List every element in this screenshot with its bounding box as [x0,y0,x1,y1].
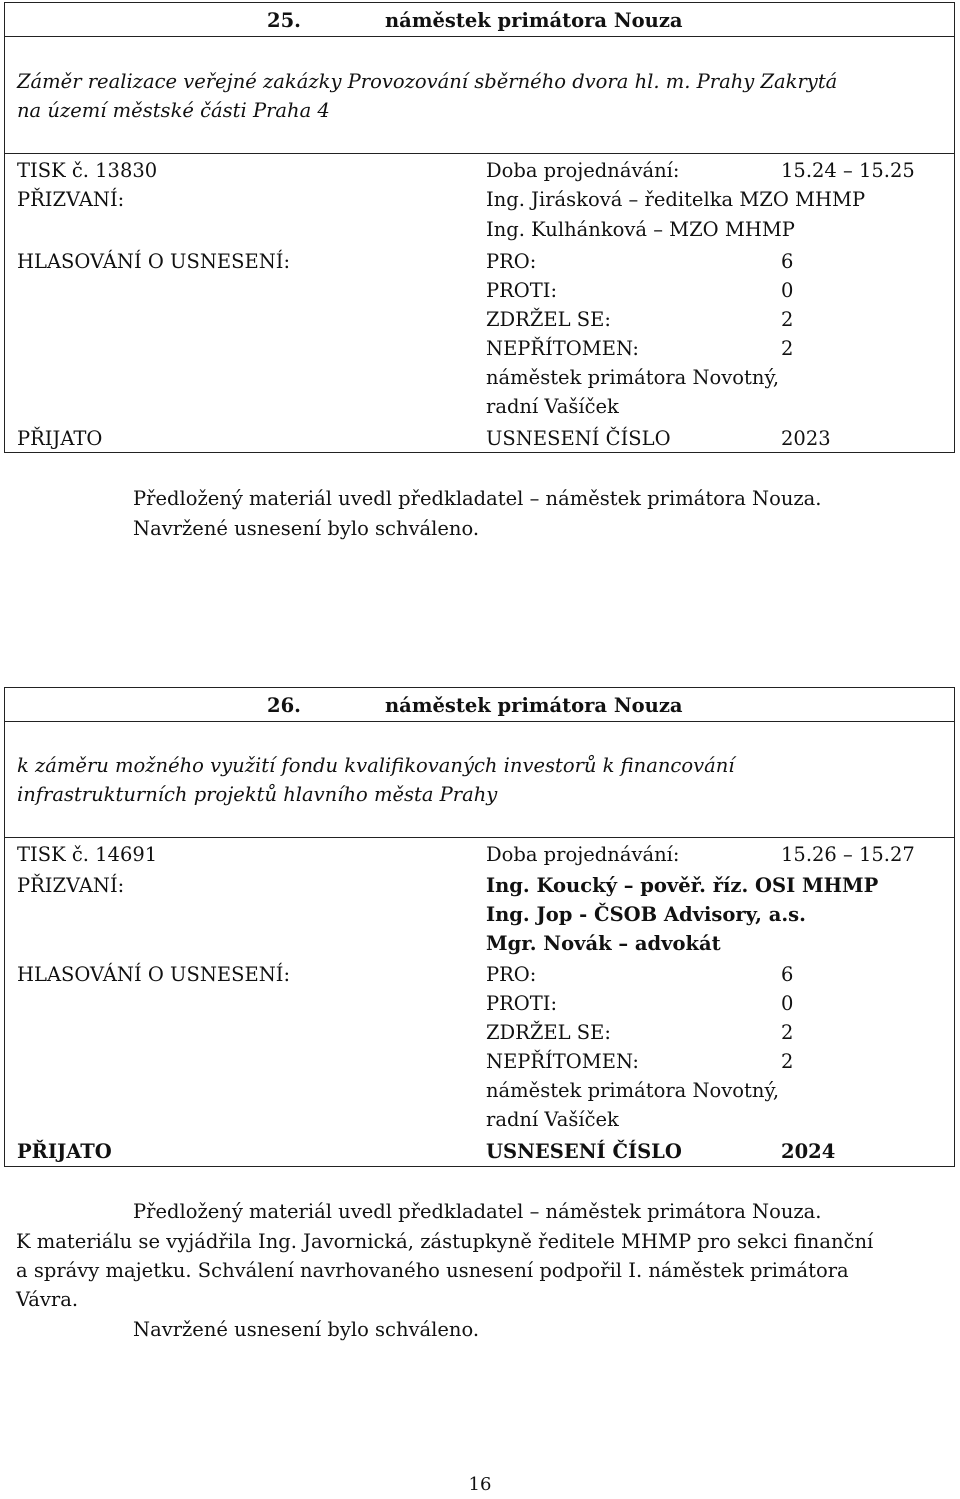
pro-value: 6 [781,963,794,986]
pro-value: 6 [781,250,794,273]
nepritomen-value: 2 [781,337,794,360]
nepritomen-label: NEPŘÍTOMEN: [486,337,639,360]
note-line: Vávra. [16,1288,79,1311]
usneseni-value: 2023 [781,427,831,450]
tisk-label: TISK č. 13830 [17,159,158,182]
absent-member: náměstek primátora Novotný, [486,366,780,389]
page-number: 16 [468,1474,492,1495]
item-number: 26. [267,694,301,717]
agenda-item-header [4,2,955,37]
proti-value: 0 [781,279,794,302]
note-line: K materiálu se vyjádřila Ing. Javornická, zástupkyně ředitele MHMP pro sekci finanční [16,1230,874,1253]
prizvani-label: PŘIZVANÍ: [17,188,125,211]
invitee: Ing. Kulhánková – MZO MHMP [486,218,795,241]
hlasovani-label: HLASOVÁNÍ O USNESENÍ: [17,963,291,986]
item-subject-box [4,721,955,838]
hlasovani-label: HLASOVÁNÍ O USNESENÍ: [17,250,291,273]
subject-line: na území městské části Praha 4 [17,99,330,122]
item-presenter: náměstek primátora Nouza [385,694,683,717]
pro-label: PRO: [486,250,537,273]
note-line: Předložený materiál uvedl předkladatel – náměstek primátora Nouza. [133,1200,822,1223]
absent-member: radní Vašíček [486,1108,619,1131]
item-details-box [4,837,955,1167]
note-line: Navržené usnesení bylo schváleno. [133,1318,480,1341]
agenda-item-header [4,687,955,722]
absent-member: radní Vašíček [486,395,619,418]
note-line: Navržené usnesení bylo schváleno. [133,517,480,540]
invitee: Ing. Koucký – pověř. říz. OSI MHMP [486,874,879,897]
prijato-label: PŘIJATO [17,427,103,450]
prijato-label: PŘIJATO [17,1140,112,1163]
invitee: Ing. Jirásková – ředitelka MZO MHMP [486,188,866,211]
zdrzel-label: ZDRŽEL SE: [486,1021,611,1044]
invitee: Mgr. Novák – advokát [486,932,721,955]
doba-label: Doba projednávání: [486,159,680,182]
item-details-box [4,153,955,453]
invitee: Ing. Jop - ČSOB Advisory, a.s. [486,903,806,926]
doba-value: 15.26 – 15.27 [781,843,915,866]
tisk-label: TISK č. 14691 [17,843,158,866]
prizvani-label: PŘIZVANÍ: [17,874,125,897]
zdrzel-value: 2 [781,1021,794,1044]
nepritomen-value: 2 [781,1050,794,1073]
subject-line: infrastrukturních projektů hlavního města Prahy [17,783,498,806]
proti-label: PROTI: [486,279,558,302]
proti-value: 0 [781,992,794,1015]
item-presenter: náměstek primátora Nouza [385,9,683,32]
pro-label: PRO: [486,963,537,986]
note-line: Předložený materiál uvedl předkladatel – náměstek primátora Nouza. [133,487,822,510]
subject-line: k záměru možného využití fondu kvalifikovaných investorů k financování [17,754,735,777]
nepritomen-label: NEPŘÍTOMEN: [486,1050,639,1073]
zdrzel-label: ZDRŽEL SE: [486,308,611,331]
usneseni-value: 2024 [781,1140,836,1163]
doba-value: 15.24 – 15.25 [781,159,915,182]
note-line: a správy majetku. Schválení navrhovaného usnesení podpořil I. náměstek primátora [16,1259,849,1282]
usneseni-label: USNESENÍ ČÍSLO [486,427,671,450]
zdrzel-value: 2 [781,308,794,331]
item-subject-box [4,36,955,154]
doba-label: Doba projednávání: [486,843,680,866]
subject-line: Záměr realizace veřejné zakázky Provozování sběrného dvora hl. m. Prahy Zakrytá [17,70,838,93]
item-number: 25. [267,9,301,32]
proti-label: PROTI: [486,992,558,1015]
absent-member: náměstek primátora Novotný, [486,1079,780,1102]
usneseni-label: USNESENÍ ČÍSLO [486,1140,682,1163]
